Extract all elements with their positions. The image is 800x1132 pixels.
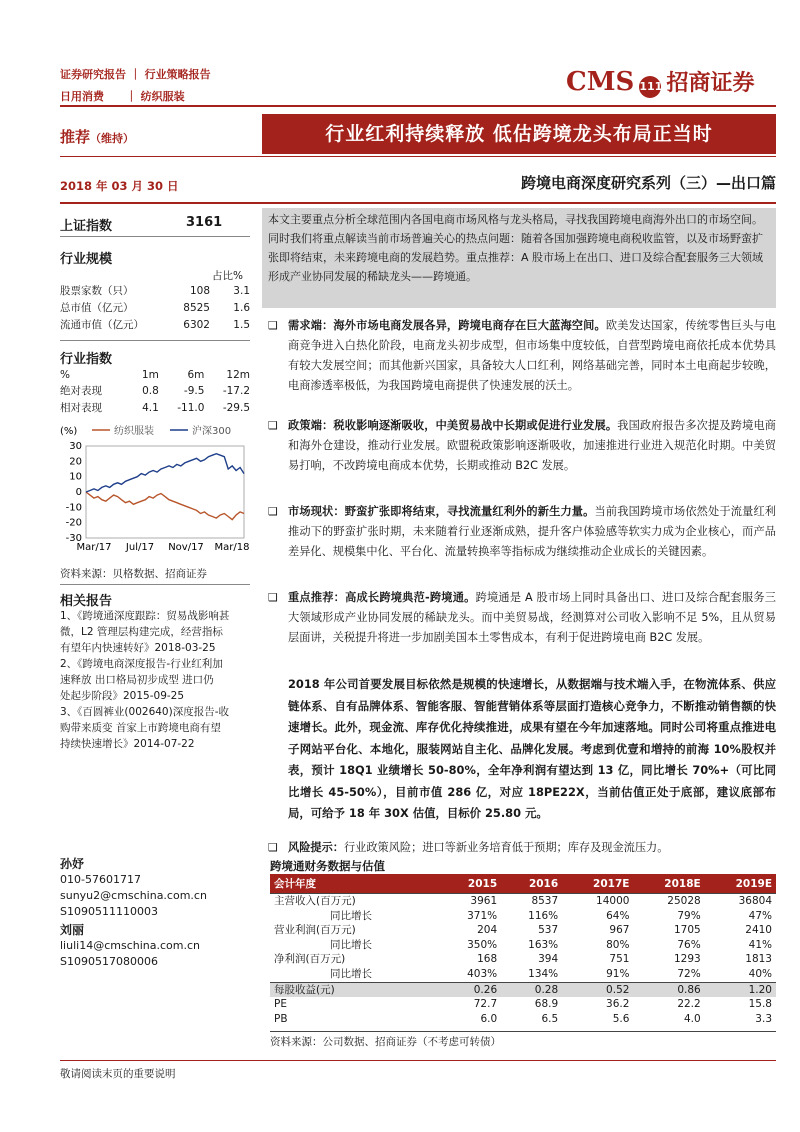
cms-logo [566, 66, 754, 98]
cell-value: 0.52 [562, 982, 633, 997]
table-row [60, 282, 250, 299]
company-paragraph: 2018 年公司首要发展目标依然是规模的快速增长，从数据端与技术端入手，在物流体系、供应链体系、自有品牌体系、智能客服、智能营销体系等层面打造核心竞争力，不断推动销售额的快速增长。此外，现金流、库存优化持续推进，成果有望在今年加速落地。同时公司将重点推进电子网站平台化、本地化，服装网站自主化、品牌化发展。考虑到优壹和増持的前海 10%股权并表，预计 18Q1 业绩增长 50-80%，全年净利润有望达到 13 亿，同比增长 70%+（可比同比增长 45-50%），目前市值 286 亿，对应 18PE22X，当前估值正处于底部，建议底部布局，可给予 18 年 30X 估值，目标价 25.80 元。 [288, 677, 776, 820]
scale-col-header: 占比% [212, 270, 243, 282]
logo-text: CMS [566, 67, 635, 97]
analyst-email[interactable]: sunyu2@cmschina.com.cn [60, 889, 207, 902]
cell-value: 967 [609, 924, 630, 937]
subtitle-rule [60, 202, 776, 204]
point-market [270, 502, 776, 562]
checkbox-bullet-icon: ❑ [268, 505, 278, 518]
report-subtitle: 跨境电商深度研究系列（三）—出口篇 [520, 174, 776, 192]
cell-value: 1.20 [705, 982, 776, 997]
fin-table-rule [270, 1031, 776, 1032]
analyst-name: 刘丽 [60, 923, 85, 937]
cell-value: 1705 [673, 924, 701, 937]
perf-col: 12m [226, 369, 250, 381]
cell-value: 14000 [562, 894, 633, 909]
y-tick-label: 20 [69, 456, 82, 468]
scale-label: 股票家数（只） [60, 285, 134, 297]
perf-value: -17.2 [222, 384, 250, 397]
risk-heading: 风险提示： [288, 841, 344, 854]
cell-value: 41% [748, 938, 772, 951]
row-label: 同比增长 [330, 938, 372, 951]
scale-v2: 1.6 [233, 301, 250, 314]
logo-mark-icon: 111 [639, 76, 661, 98]
cell-value: 40% [748, 967, 772, 980]
cell-value: 47% [748, 909, 772, 922]
cell-value: 6.5 [541, 1012, 559, 1025]
y-tick-label: 0 [75, 487, 82, 498]
perf-value: 0.8 [142, 384, 159, 397]
related-heading: 相关报告 [60, 594, 113, 609]
list-item: 微，L2 管理层构建完成，经营指标 [60, 626, 223, 638]
scale-table [60, 282, 250, 333]
list-item: 处起步阶段》2015-09-25 [60, 690, 185, 702]
fin-table-title: 跨境通财务数据与估值 [270, 859, 385, 873]
cell-value: 1293 [673, 953, 701, 966]
cell-value: 8537 [501, 894, 562, 909]
scale-v2: 1.5 [233, 318, 250, 331]
perf-value: -29.5 [222, 401, 250, 414]
scale-label: 流通市值（亿元） [60, 319, 144, 331]
legend-label: 纺织服装 [114, 426, 154, 437]
scale-label: 总市值（亿元） [60, 302, 134, 314]
cell-value: 371% [467, 909, 498, 922]
perf-table [60, 368, 250, 416]
scale-rule [60, 340, 250, 341]
cell-value: 15.8 [748, 998, 772, 1011]
cell-value: 91% [606, 967, 630, 980]
sector-a: 日用消费 [60, 90, 104, 103]
perf-value: 4.1 [142, 401, 159, 414]
risk-text: 行业政策风险；进口等新业务培育低于预期；库存及现金流压力。 [343, 841, 669, 854]
table-row [270, 1012, 776, 1027]
analyst-phone: 010-57601717 [60, 873, 141, 886]
performance-chart [56, 422, 256, 562]
row-label: PE [274, 998, 287, 1011]
cell-value: 394 [538, 953, 559, 966]
analyst-email[interactable]: liuli14@cmschina.com.cn [60, 939, 200, 952]
abstract-box: 本文主要重点分析全球范围内各国电商市场风格与龙头格局，寻找我国跨境电商海外出口的市场空间。同时我们将重点解读当前市场普遍关心的热点问题：随着各国加强跨境电商税收监管，以及市场野蛮扩张即将结束，未来跨境电商的发展趋势。重点推荐：A 股市场上在出口、进口及综合配套服务三大领域形成产业协同发展的稀缺龙头——跨境通。 [262, 208, 776, 308]
row-label: 每股收益(元) [270, 982, 440, 997]
perf-heading: 行业指数 [60, 352, 113, 367]
series-line-csi300 [86, 454, 244, 492]
cell-value: 350% [467, 938, 498, 951]
x-tick-label: Nov/17 [168, 542, 204, 553]
scale-v1: 108 [189, 284, 210, 297]
cell-value: 116% [528, 909, 559, 922]
perf-label: 绝对表现 [60, 385, 102, 397]
point-heading: 政策端：税收影响逐渐吸收，中美贸易战中长期或促进行业发展。 [288, 419, 618, 432]
col-header: 2018E [633, 874, 704, 894]
list-item: 有望年内快速转好》2018-03-25 [60, 642, 216, 654]
cell-value: 1813 [745, 953, 772, 966]
col-header: 2019E [705, 874, 776, 894]
index-label: 上证指数 [60, 219, 113, 234]
point-recommend [270, 588, 776, 648]
chart-rule [60, 584, 250, 585]
scale-v1: 8525 [183, 301, 210, 314]
y-tick-label: 30 [69, 441, 82, 452]
table-header-row [270, 874, 776, 894]
col-header: 2016 [501, 874, 562, 894]
cell-value: 64% [606, 909, 630, 922]
sector-label [60, 88, 185, 104]
list-item: 1、《跨境通深度跟踪：贸易战影响甚 [60, 610, 230, 622]
cell-value: 4.0 [684, 1012, 701, 1025]
table-row [270, 967, 776, 982]
list-item: 购带来质变 首家上市跨境电商有望 [60, 722, 221, 734]
y-tick-label: 10 [69, 471, 82, 483]
financial-table [270, 874, 776, 1026]
risk-note [270, 838, 776, 858]
col-header: 2015 [440, 874, 501, 894]
cell-value: 5.6 [612, 1012, 630, 1025]
point-text: 跨境通是 A 股市场上同时具备出口、进口及综合配套服务三大领域形成产业协同发展的稀缺龙头。而中美贸易战，经测算对公司收入影响不足 5%，且从贸易层面讲，关税提升将进一步加剧美国本土零售成本，有利于促进跨境电商 B2C 发展。 [288, 591, 776, 644]
cell-value: 163% [528, 938, 559, 951]
cell-value: 36804 [705, 894, 776, 909]
point-text: 欧美发达国家，传统零售巨头与电商竞争进入白热化阶段，电商龙头初步成型，但市场集中度较低，自营型跨境电商依托成本优势具有较大发展空间；而其他新兴国家，具备较大人口红利，网络基础完善，同时本土电商起步较晚，电商渗透率极低，为我国跨境电商提供了快速发展的沃土。 [288, 319, 776, 392]
col-header: 2017E [562, 874, 633, 894]
scale-heading: 行业规模 [60, 252, 113, 267]
cell-value: 72.7 [473, 998, 498, 1011]
cell-value: 68.9 [534, 998, 559, 1011]
point-heading: 重点推荐：高成长跨境典范-跨境通。 [288, 591, 476, 604]
table-row [270, 923, 776, 938]
point-demand [270, 316, 776, 396]
table-row [270, 909, 776, 924]
row-label: 同比增长 [330, 909, 372, 922]
point-text: 当前我国跨境市场依然处于流量红利推动下的野蛮扩张时期，未来随着行业逐渐成熟，提升客户体验感等软实力成为企业核心，而产品差异化、规模集中化、平台化、流量转换率等指标成为继续推动企业成长的关键因素。 [288, 505, 776, 558]
x-tick-label: Mar/17 [76, 542, 112, 553]
cell-value: 22.2 [677, 998, 701, 1011]
row-label: 净利润(百万元) [274, 953, 346, 966]
list-item: 持续快速增长》2014-07-22 [60, 738, 195, 750]
table-row [270, 938, 776, 953]
y-tick-label: -10 [65, 502, 82, 514]
rating [60, 126, 134, 147]
cell-value: 3.3 [755, 1012, 772, 1025]
cell-value: 168 [477, 953, 498, 966]
scale-v2: 3.1 [233, 284, 250, 297]
cell-value: 204 [477, 924, 498, 937]
cell-value: 76% [677, 938, 701, 951]
footer-rule [60, 1060, 776, 1061]
series-line-textile [86, 492, 244, 520]
analyst-cert: S1090517080006 [60, 955, 158, 968]
cell-value: 79% [677, 909, 701, 922]
analyst-cert: S1090511110003 [60, 905, 158, 918]
row-label: 主营收入(百万元) [270, 894, 440, 909]
index-rule [60, 236, 250, 237]
plot-frame [86, 446, 244, 538]
checkbox-bullet-icon: ❑ [268, 419, 278, 432]
col-header: 会计年度 [270, 874, 440, 894]
table-row [270, 894, 776, 909]
cell-value: 3961 [440, 894, 501, 909]
index-value: 3161 [186, 215, 223, 230]
cell-value: 537 [538, 924, 559, 937]
x-tick-label: Jul/17 [125, 542, 155, 553]
legend-label: 沪深300 [192, 426, 232, 437]
list-item: 3、《百圆裤业(002640)深度报告-收 [60, 706, 229, 718]
cell-value: 80% [606, 938, 630, 951]
table-row [60, 382, 250, 399]
rating-label: 推荐 [60, 128, 91, 146]
row-label: 营业利润(百万元) [274, 924, 356, 937]
row-label: 同比增长 [330, 967, 372, 980]
cell-value: 0.86 [633, 982, 704, 997]
table-row [60, 368, 250, 382]
point-heading: 市场现状：野蛮扩张即将结束，寻找流量红利外的新生力量。 [288, 505, 595, 518]
checkbox-bullet-icon: ❑ [268, 841, 278, 854]
point-text: 我国政府报告多次提及跨境电商和海外仓建设，推动行业发展。欧盟税政策影响逐渐吸收，加速推进行业进入规范化时期。中美贸易打响，不改跨境电商成本优势，长期或推动 B2C 发展。 [288, 419, 776, 472]
table-row [270, 952, 776, 967]
analyst-1 [60, 856, 207, 920]
table-row [270, 997, 776, 1012]
footer-note: 敬请阅读末页的重要说明 [60, 1068, 176, 1080]
rating-sub: （维持） [90, 132, 135, 145]
table-row [60, 299, 250, 316]
report-date: 2018 年 03 月 30 日 [60, 179, 179, 193]
analyst-2 [60, 922, 200, 970]
x-tick-label: Mar/18 [214, 542, 250, 553]
cell-value: 0.28 [501, 982, 562, 997]
checkbox-bullet-icon: ❑ [268, 319, 278, 332]
point-heading: 需求端：海外市场电商发展各异，跨境电商存在巨大蓝海空间。 [288, 319, 606, 332]
analyst-name: 孙妤 [60, 857, 85, 871]
row-label: PB [274, 1012, 288, 1025]
table-row [60, 399, 250, 416]
report-title: 行业红利持续释放 低估跨境龙头布局正当时 [262, 114, 776, 154]
header-rule [60, 105, 776, 107]
perf-col: % [60, 369, 70, 381]
point-policy [270, 416, 776, 476]
logo-cn: 招商证券 [666, 71, 755, 96]
cell-value: 134% [528, 967, 559, 980]
report-type: 证券研究报告 ｜ 行业策略报告 [60, 68, 211, 81]
cell-value: 72% [677, 967, 701, 980]
perf-col: 1m [141, 369, 159, 381]
title-rule [60, 156, 776, 157]
cell-value: 2410 [745, 924, 772, 937]
perf-value: -11.0 [177, 401, 205, 414]
chart-source: 资料来源：贝格数据、招商证券 [60, 568, 207, 580]
chart-ylabel: (%) [60, 426, 78, 437]
sector-b: ｜ 纺织服装 [125, 90, 185, 103]
table-row [60, 316, 250, 333]
perf-col: 6m [187, 369, 205, 381]
cell-value: 6.0 [480, 1012, 498, 1025]
list-item: 速释放 出口格局初步成型 进口仍 [60, 674, 214, 686]
perf-label: 相对表现 [60, 402, 102, 414]
y-tick-label: -30 [65, 533, 82, 544]
cell-value: 751 [609, 953, 630, 966]
checkbox-bullet-icon: ❑ [268, 591, 278, 604]
cell-value: 403% [467, 967, 498, 980]
list-item: 2、《跨境电商深度报告-行业红利加 [60, 658, 223, 670]
cell-value: 0.26 [440, 982, 501, 997]
cell-value: 25028 [633, 894, 704, 909]
y-tick-label: -20 [65, 517, 82, 529]
perf-value: -9.5 [183, 384, 205, 397]
scale-v1: 6302 [183, 318, 210, 331]
cell-value: 36.2 [606, 998, 630, 1011]
table-row [270, 982, 776, 997]
related-list [60, 608, 260, 752]
fin-source: 资料来源：公司数据、招商证券（不考虑可转债） [270, 1036, 501, 1048]
